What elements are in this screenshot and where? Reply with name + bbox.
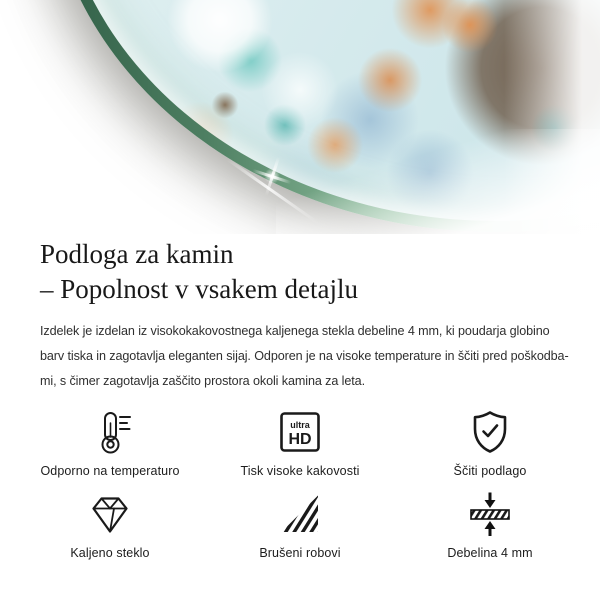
- feature-tempered-glass: [20, 490, 200, 560]
- product-image-hero: [0, 0, 600, 234]
- description-line: Izdelek je izdelan iz visokokakovostnega kaljenega stekla debeline 4 mm, ki poudarja globino: [40, 324, 550, 338]
- feature-print-quality: [210, 408, 390, 478]
- glass-disc-edge: [45, 0, 600, 232]
- feature-protects-surface: [400, 408, 580, 478]
- thickness-compress-icon: [466, 490, 514, 538]
- feature-label: Tisk visoke kakovosti: [240, 464, 360, 478]
- feature-polished-edges: [210, 490, 390, 560]
- ultra-hd-icon: [276, 408, 324, 456]
- description-line: barv tiska in zagotavlja eleganten sijaj. Odporen je na visoke temperature in ščiti pred poškodba-: [40, 349, 569, 363]
- feature-grid: [0, 408, 600, 572]
- page-title: [40, 237, 560, 307]
- feature-label: Debelina 4 mm: [447, 546, 533, 560]
- glass-disc-marble-art: [56, 0, 600, 221]
- diamond-icon: [86, 490, 134, 538]
- description-line: mi, s čimer zagotavlja zaščito prostora okoli kamina za leta.: [40, 374, 365, 388]
- product-description: [40, 319, 575, 394]
- feature-label: Kaljeno steklo: [70, 546, 150, 560]
- thermometer-icon: [86, 408, 134, 456]
- page-title-line-1: Podloga za kamin: [40, 239, 234, 269]
- feature-label: Ščiti podlago: [453, 464, 527, 478]
- ultra-hd-icon-text-bottom: HD: [288, 431, 312, 448]
- feature-label: Brušeni robovi: [259, 546, 341, 560]
- feature-label: Odporno na temperaturo: [40, 464, 180, 478]
- feature-heat-resistant: [20, 408, 200, 478]
- page-title-line-2: – Popolnost v vsakem detajlu: [40, 274, 358, 304]
- feature-thickness: [400, 490, 580, 560]
- beveled-edge-icon: [276, 490, 324, 538]
- shield-check-icon: [466, 408, 514, 456]
- ultra-hd-icon-text-top: ultra: [290, 420, 310, 430]
